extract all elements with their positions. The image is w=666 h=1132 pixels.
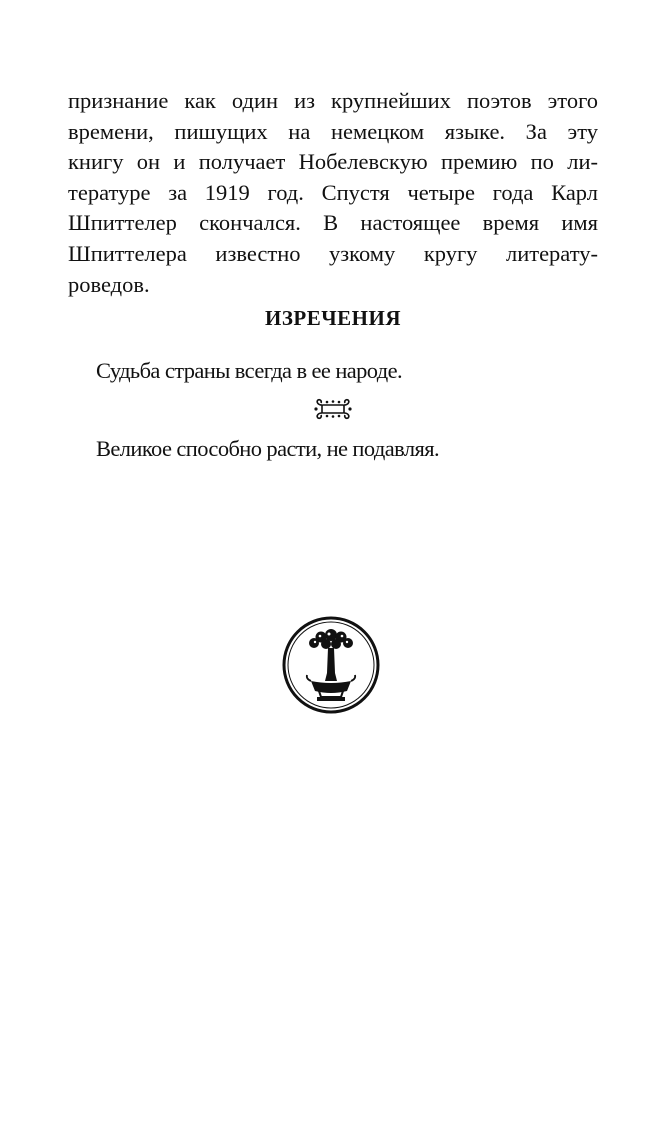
biography-line: тературе за 1919 год. Спустя четыре года Карл — [68, 179, 598, 205]
biography-line: Шпиттелер скончался. В настоящее время имя — [68, 210, 598, 236]
tree-vase-emblem-icon — [281, 615, 381, 715]
biography-line: роведов. — [68, 271, 150, 297]
biography-line: времени, пишущих на немецком языке. За эту — [68, 118, 598, 144]
ornament-icon — [313, 398, 353, 420]
biography-paragraph — [68, 86, 598, 300]
biography-line: признание как один из крупнейших поэтов этого — [68, 88, 598, 113]
biography-line: Шпиттелера известно узкому кругу литерату- — [68, 240, 598, 266]
saying: Судьба страны всегда в ее народе. — [96, 358, 403, 383]
biography-line: книгу он и получает Нобелевскую премию по ли- — [68, 149, 598, 175]
saying: Великое способно расти, не подавляя. — [96, 436, 439, 461]
section-heading: ИЗРЕЧЕНИЯ — [264, 306, 401, 330]
